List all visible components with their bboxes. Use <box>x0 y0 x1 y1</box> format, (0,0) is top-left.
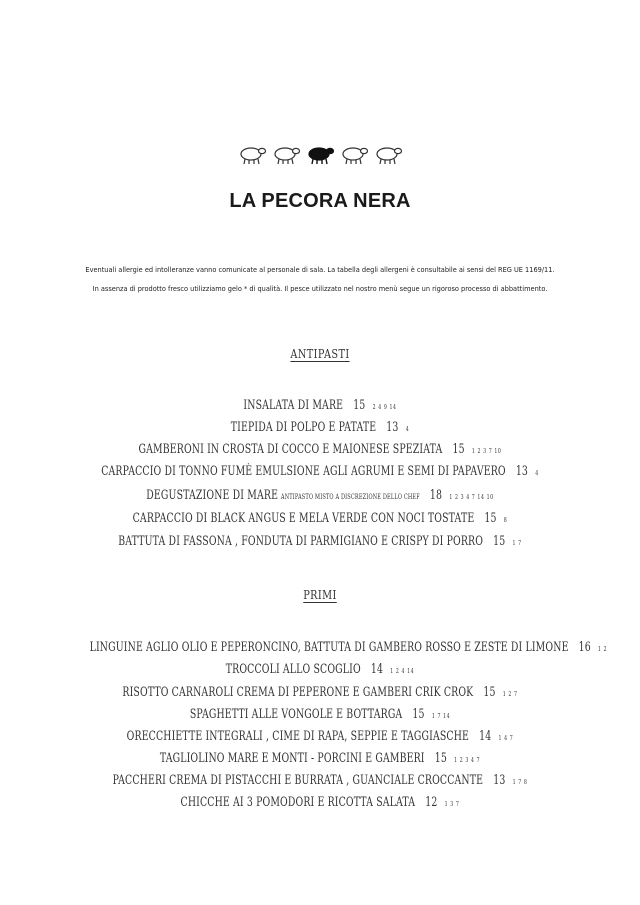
section-title-primi: PRIMI <box>303 587 337 602</box>
menu-item <box>90 729 551 744</box>
dish-price: 15 <box>483 685 496 700</box>
menu-item <box>90 795 551 810</box>
dish-price: 13 <box>515 464 529 479</box>
allergy-notice: Eventuali allergie ed intolleranze vanno comunicate al personale di sala. La tabella degli allergeni è consultabile ai sensi del REG UE 1169/11. <box>85 266 555 274</box>
logo <box>0 145 640 170</box>
dish-price: 15 <box>493 534 506 549</box>
dish-name: TROCCOLI ALLO SCOGLIO <box>225 662 361 677</box>
dish-name: CARPACCIO DI BLACK ANGUS E MELA VERDE CON NOCI TOSTATE <box>132 511 475 526</box>
menu-item <box>90 685 551 700</box>
dish-price: 18 <box>429 488 443 503</box>
dish-allergens: 1 7 14 <box>431 712 451 720</box>
dish-allergens: 1 2 <box>598 645 608 653</box>
dish-allergens: 1 7 <box>512 539 522 547</box>
dish-allergens: 4 <box>535 469 539 477</box>
menu-item <box>90 751 551 766</box>
menu-item <box>90 488 551 503</box>
dish-name: SPAGHETTI ALLE VONGOLE E BOTTARGA <box>189 707 403 722</box>
dish-price: 13 <box>493 773 506 788</box>
dish-allergens: 1 2 3 7 10 <box>471 447 502 455</box>
dish-price: 13 <box>386 420 399 435</box>
dish-name: TIEPIDA DI POLPO E PATATE <box>230 420 377 435</box>
menu-item <box>89 640 608 655</box>
dish-price: 15 <box>412 707 425 722</box>
dish-price: 15 <box>353 398 366 413</box>
dish-description: ANTIPASTO MISTO A DISCREZIONE DELLO CHEF <box>280 493 420 501</box>
menu-item <box>90 464 551 479</box>
dish-name: RISOTTO CARNAROLI CREMA DI PEPERONE E GAMBERI CRIK CROK <box>122 685 474 700</box>
dish-name: LINGUINE AGLIO OLIO E PEPERONCINO, BATTUTA DI GAMBERO ROSSO E ZESTE DI LIMONE <box>89 640 569 655</box>
dish-price: 15 <box>452 442 465 457</box>
dish-allergens: 1 3 7 <box>444 800 460 808</box>
white-sheep-icon <box>237 145 267 165</box>
menu-item <box>90 534 551 549</box>
dish-name: BATTUTA DI FASSONA , FONDUTA DI PARMIGIANO E CRISPY DI PORRO <box>118 534 484 549</box>
dish-allergens: 1 2 7 <box>502 690 518 698</box>
dish-price: 15 <box>434 751 447 766</box>
dish-price: 16 <box>578 640 591 655</box>
dish-name: CHICCHE AI 3 POMODORI E RICOTTA SALATA <box>180 795 416 810</box>
dish-allergens: 8 <box>503 516 508 524</box>
dish-price: 12 <box>425 795 438 810</box>
black-sheep-icon <box>305 145 335 165</box>
dish-price: 14 <box>479 729 492 744</box>
dish-allergens: 1 7 8 <box>512 778 528 786</box>
menu-item <box>90 420 551 435</box>
menu-item <box>90 442 551 457</box>
dish-allergens: 4 <box>405 425 410 433</box>
white-sheep-icon <box>373 145 403 165</box>
white-sheep-icon <box>339 145 369 165</box>
white-sheep-icon <box>271 145 301 165</box>
dish-name: GAMBERONI IN CROSTA DI COCCO E MAIONESE SPEZIATA <box>138 442 443 457</box>
dish-name: CARPACCIO DI TONNO FUMÈ EMULSIONE AGLI AGRUMI E SEMI DI PAPAVERO <box>101 464 506 479</box>
dish-allergens: 1 2 4 14 <box>390 667 415 675</box>
section-title-antipasti: ANTIPASTI <box>290 346 350 361</box>
menu-item <box>90 773 551 788</box>
dish-name: PACCHERI CREMA DI PISTACCHI E BURRATA , GUANCIALE CROCCANTE <box>112 773 484 788</box>
dish-name: TAGLIOLINO MARE E MONTI - PORCINI E GAMBERI <box>159 751 425 766</box>
frozen-product-notice: In assenza di prodotto fresco utilizziamo gelo * di qualità. Il pesce utilizzato nel nostro menù segue un rigoroso processo di abbattimento. <box>92 285 548 293</box>
dish-name: ORECCHIETTE INTEGRALI , CIME DI RAPA, SEPPIE E TAGGIASCHE <box>126 729 470 744</box>
dish-allergens: 2 4 9 14 <box>372 403 397 411</box>
dish-allergens: 1 4 7 <box>498 734 514 742</box>
dish-allergens: 1 2 3 4 7 14 10 <box>449 493 494 501</box>
dish-price: 15 <box>484 511 497 526</box>
sheep-row <box>237 145 403 165</box>
menu-item <box>90 511 551 526</box>
menu-item <box>90 707 551 722</box>
menu-item <box>90 662 551 677</box>
restaurant-name: LA PECORA NERA <box>229 190 411 212</box>
dish-name: DEGUSTAZIONE DI MARE <box>146 488 279 503</box>
dish-price: 14 <box>370 662 384 677</box>
dish-name: INSALATA DI MARE <box>243 398 344 413</box>
dish-allergens: 1 2 3 4 7 <box>454 756 481 764</box>
menu-item <box>90 398 551 413</box>
